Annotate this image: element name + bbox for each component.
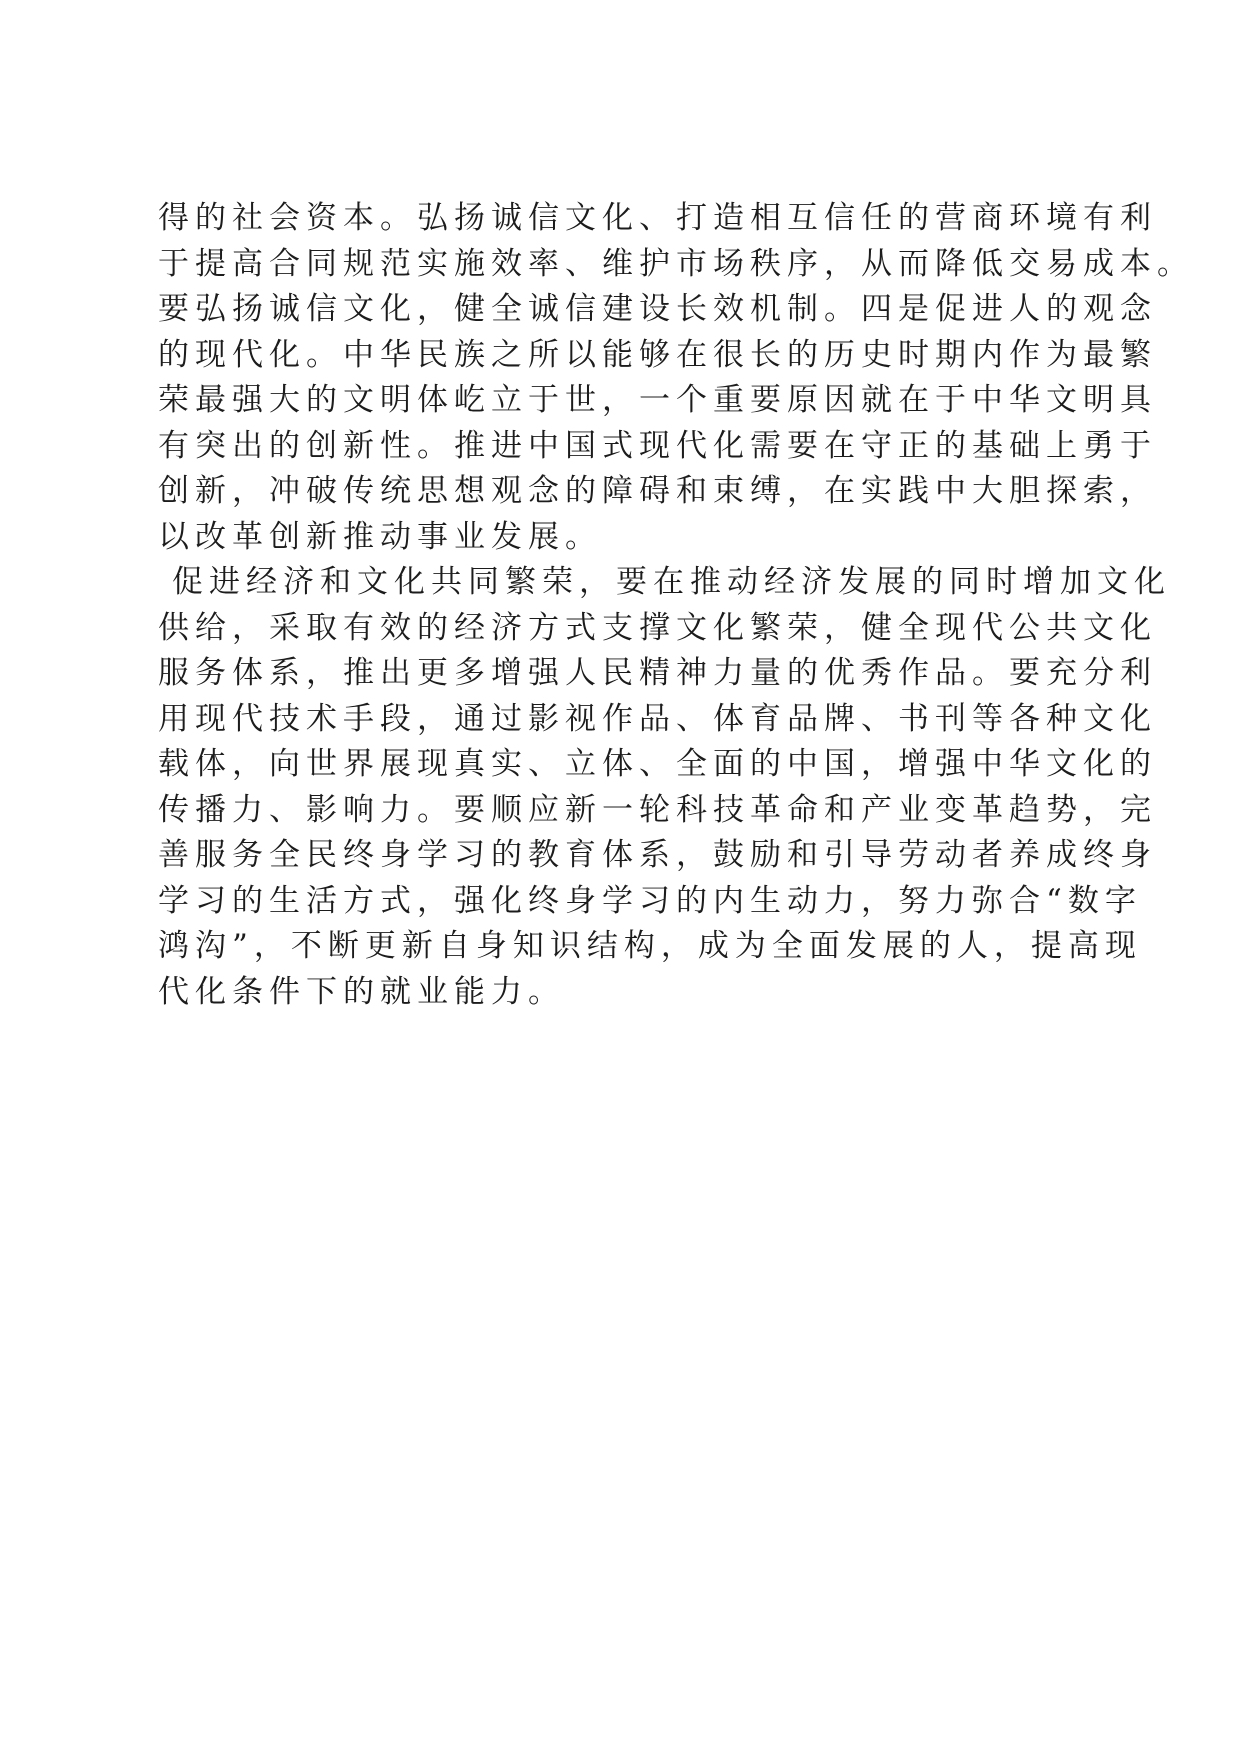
text-line: 传播力、影响力。要顺应新一轮科技革命和产业变革趋势，完 <box>158 791 1157 828</box>
text-line: 载体，向世界展现真实、立体、全面的中国，增强中华文化的 <box>158 746 1157 782</box>
text-line: 鸿沟”，不断更新自身知识结构，成为全面发展的人，提高现 <box>158 928 1142 964</box>
text-line: 于提高合同规范实施效率、维护市场秩序，从而降低交易成本。 <box>158 245 1194 282</box>
body-text <box>158 196 1194 1015</box>
text-line: 得的社会资本。弘扬诚信文化、打造相互信任的营商环境有利 <box>158 200 1157 236</box>
text-line: 的现代化。中华民族之所以能够在很长的历史时期内作为最繁 <box>158 336 1157 373</box>
text-line: 代化条件下的就业能力。 <box>158 973 565 1010</box>
text-line: 学习的生活方式，强化终身学习的内生动力，努力弥合“数字 <box>158 882 1142 919</box>
paragraph-start-line: 促进经济和文化共同繁荣，要在推动经济发展的同时增加文化 <box>172 564 1171 600</box>
text-line: 用现代技术手段，通过影视作品、体育品牌、书刊等各种文化 <box>158 700 1157 737</box>
text-line: 服务体系，推出更多增强人民精神力量的优秀作品。要充分利 <box>158 655 1157 691</box>
text-line: 荣最强大的文明体屹立于世，一个重要原因就在于中华文明具 <box>158 382 1157 418</box>
text-line: 创新，冲破传统思想观念的障碍和束缚，在实践中大胆探索， <box>158 473 1157 509</box>
text-line: 要弘扬诚信文化，健全诚信建设长效机制。四是促进人的观念 <box>158 291 1157 327</box>
text-line: 以改革创新推动事业发展。 <box>158 518 602 555</box>
text-line: 善服务全民终身学习的教育体系，鼓励和引导劳动者养成终身 <box>158 837 1157 873</box>
text-line: 有突出的创新性。推进中国式现代化需要在守正的基础上勇于 <box>158 427 1157 464</box>
text-line: 供给，采取有效的经济方式支撑文化繁荣，健全现代公共文化 <box>158 609 1157 646</box>
